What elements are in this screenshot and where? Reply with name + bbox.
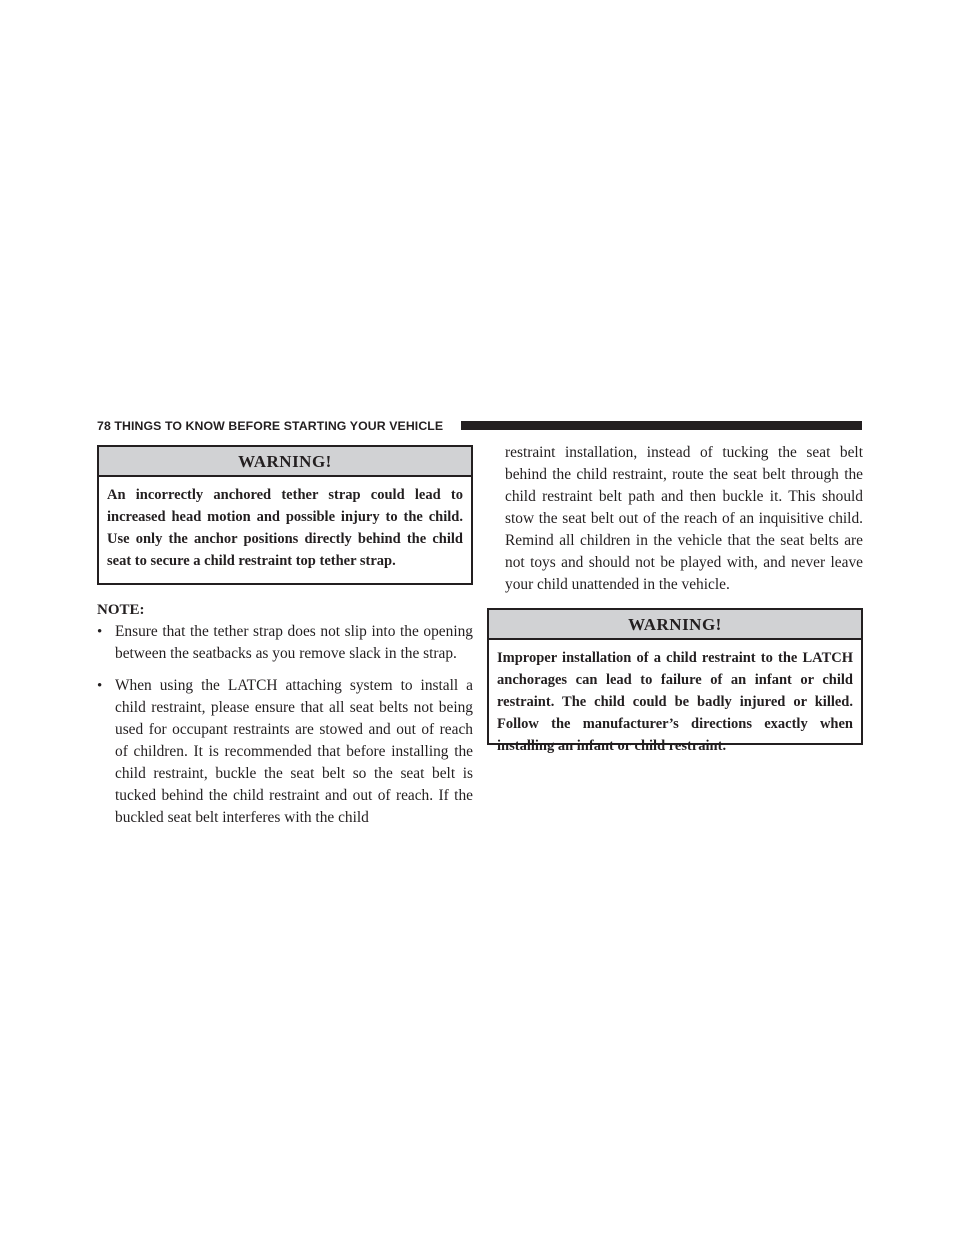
- left-column: [97, 445, 473, 829]
- warning-title: WARNING!: [99, 447, 471, 477]
- warning-body: Improper installation of a child restraint to the LATCH anchorages can lead to failure of an infant or child restraint. The child could be badly injured or killed. Follow the manufacturer’s directions exactly when installing an infant or child restraint.: [497, 650, 853, 754]
- warning-box-tether: [97, 445, 473, 585]
- page-header-text: 78 THINGS TO KNOW BEFORE STARTING YOUR VEHICLE: [97, 419, 444, 433]
- warning-title: WARNING!: [489, 610, 861, 640]
- page-header: [97, 417, 865, 435]
- note-label: NOTE:: [97, 602, 145, 618]
- bullet-icon: •: [97, 624, 103, 640]
- bullet-text: Ensure that the tether strap does not slip into the opening between the seatbacks as you remove slack in the strap.: [115, 623, 473, 662]
- warning-body: An incorrectly anchored tether strap could lead to increased head motion and possible injury to the child. Use only the anchor positions directly behind the child seat to secure a child restraint top tether strap.: [107, 487, 463, 569]
- header-rule-bar: [461, 421, 862, 430]
- bullet-icon: •: [97, 678, 103, 694]
- warning-box-latch: [487, 608, 863, 754]
- bullet-continuation-text: restraint installation, instead of tucking the seat belt behind the child restraint, route the seat belt through the child restraint belt path and then buckle it. This should stow the seat belt out of the reach of an inquisitive child. Remind all children in the vehicle that the seat belts are not toys and should not be played with, and never leave your child unattended in the vehicle.: [505, 444, 863, 593]
- bullet-item: [97, 675, 473, 829]
- bullet-text: When using the LATCH attaching system to install a child restraint, please ensure that all seat belts not being used for occupant restraints are stowed and out of reach of children. It is recommended that before installing the child restraint, buckle the seat belt so the seat belt is tucked behind the child restraint and out of reach. If the buckled seat belt interferes with the child: [115, 677, 473, 826]
- bullet-item: [97, 621, 473, 665]
- right-column: [487, 442, 863, 754]
